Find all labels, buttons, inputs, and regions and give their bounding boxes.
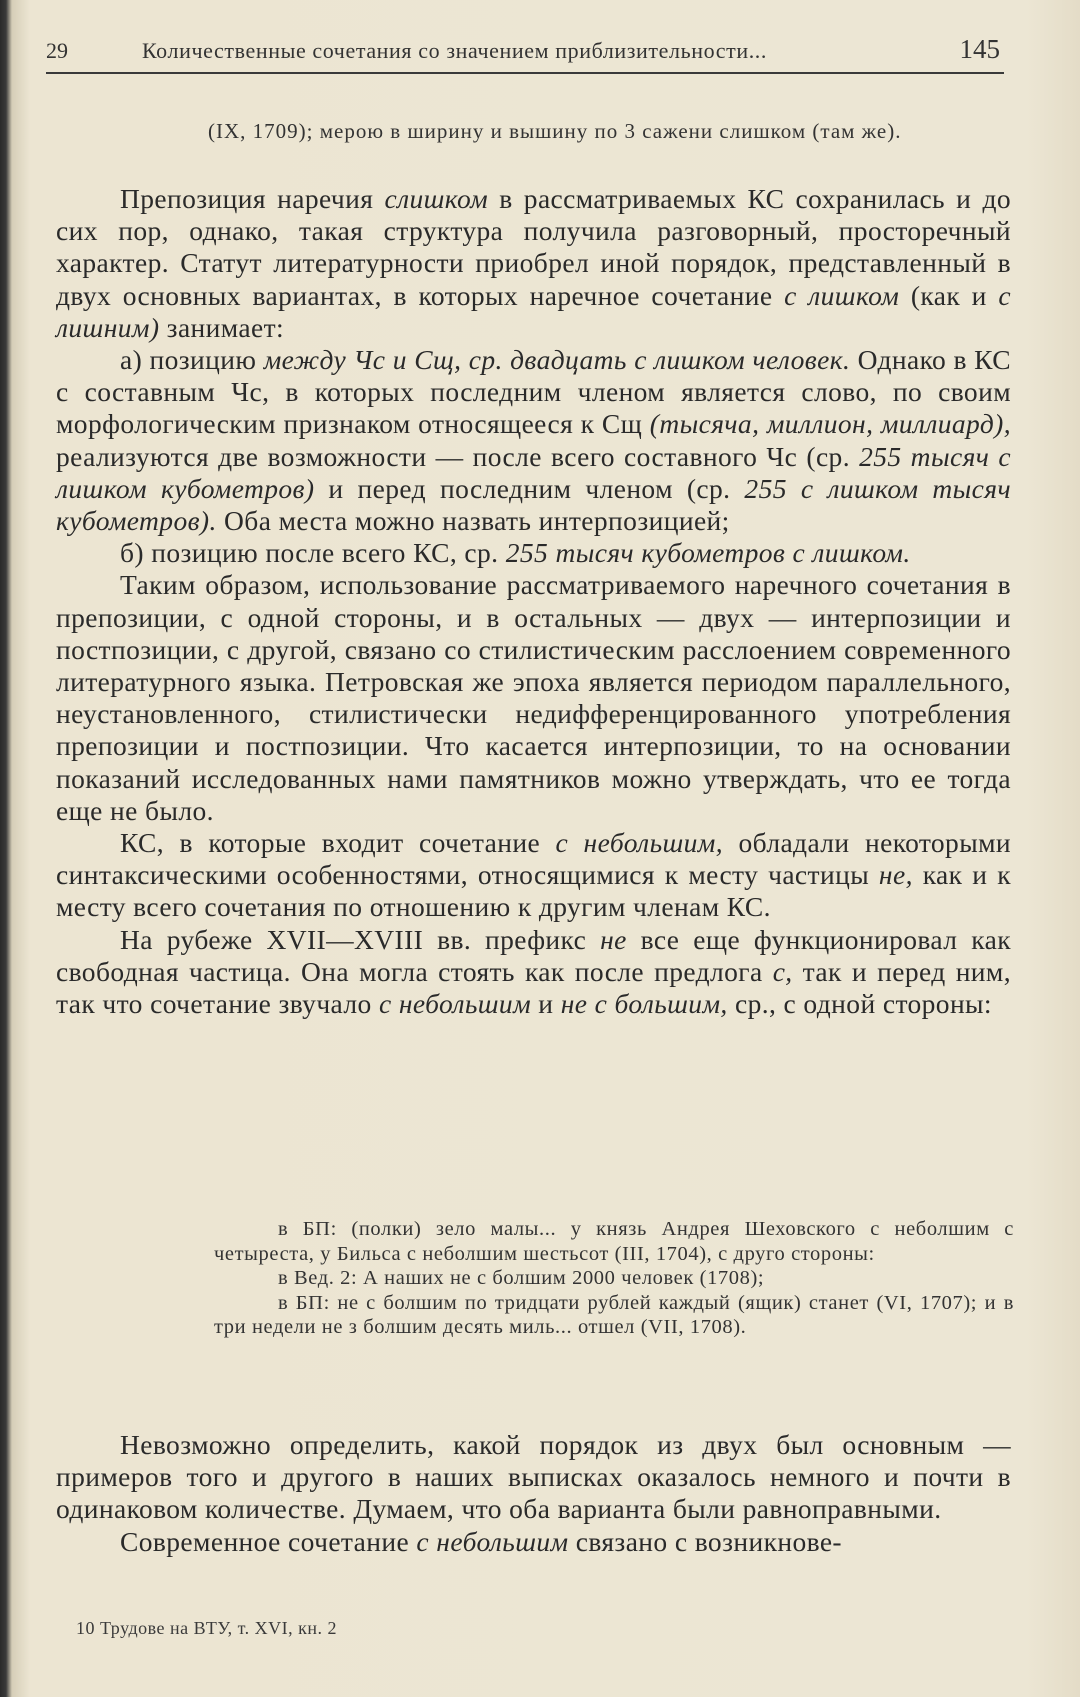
examples-block: [214, 1217, 1014, 1340]
paragraph-prefix-ne: На рубеже XVII—XVIII вв. префикс не все еще функционировал как свободная частица. Она могла стоять как после предлога с, так и перед ним, так что сочетание звучало с небольшим и не с большим, ср., с одной стороны:: [56, 923, 1012, 1020]
paragraph-order: Невозможно определить, какой порядок из двух был основным — примеров того и другого в наших выписках оказалось немного и почти в одинаковом количестве. Думаем, что оба варианта были равноправными.: [56, 1429, 1011, 1525]
main-text-block: [56, 183, 1011, 1020]
chapter-number: 29: [46, 38, 68, 63]
lower-text-block: [56, 1429, 1011, 1558]
signature-footer: 10 Трудове на ВТУ, т. XVI, кн. 2: [76, 1618, 338, 1638]
example-2: в Вед. 2: А наших не с болшим 2000 человек (1708);: [278, 1267, 765, 1289]
paragraph-item-b: б) позицию после всего КС, ср. 255 тысяч кубометров с лишком.: [120, 537, 911, 569]
quote-continuation: (IX, 1709); мерою в ширину и вышину по 3 сажени слишком (там же).: [208, 119, 902, 143]
paragraph-item-a: а) позицию между Чс и Сщ, ср. двадцать с лишком человек. Однако в КС с составным Чс, в которых последним членом является слово, по своим морфологическим признаком относящееся к Сщ (тысяча, миллион, миллиард), реализуются две возможности — после всего составного Чс (ср. 255 тысяч с лишком кубометров) и перед последним членом (ср. 255 с лишком тысяч кубометров). Оба места можно назвать интерпозицией;: [56, 344, 1012, 537]
page-number: 145: [959, 34, 1000, 64]
paragraph-nebolshim: КС, в которые входит сочетание с небольшим, обладали некоторыми синтаксическими особенностями, относящимися к месту частицы не, как и к месту всего сочетания по отношению к другим членам КС.: [56, 827, 1012, 923]
running-title: Количественные сочетания со значением приблизительности...: [142, 38, 767, 63]
running-header: [46, 32, 1004, 74]
paragraph-conclusion: Таким образом, использование рассматриваемого наречного сочетания в препозиции, с одной стороны, и в остальных — двух — интерпозиции и постпозиции, с другой, связано со стилистическим расслоением современного литературного языка. Петровская же эпоха является периодом параллельного, неустановленного, стилистически недифференцированного употребления препозиции и постпозиции. Что касается интерпозиции, то на основании показаний исследованных нами памятников можно утверждать, что ее тогда еще не было.: [56, 569, 1011, 826]
paragraph-modern: Современное сочетание с небольшим связано с возникнове-: [120, 1525, 842, 1557]
paragraph-preposition: Препозиция наречия слишком в рассматриваемых КС сохранилась и до сих пор, однако, такая структура получила разговорный, просторечный характер. Статут литературности приобрел иной порядок, представленный в двух основных вариантах, в которых наречное сочетание с лишком (как и с лишним) занимает:: [56, 183, 1011, 343]
example-3: в БП: не с болшим по тридцати рублей каждый (ящик) станет (VI, 1707); и в три недели не з болшим десять миль... отшел (VII, 1708).: [214, 1291, 1014, 1338]
example-1: в БП: (полки) зело малы... у князь Андрея Шеховского с неболшим с четыреста, у Бильса с неболшим шестьсот (III, 1704), с друго стороны:: [214, 1218, 1014, 1265]
